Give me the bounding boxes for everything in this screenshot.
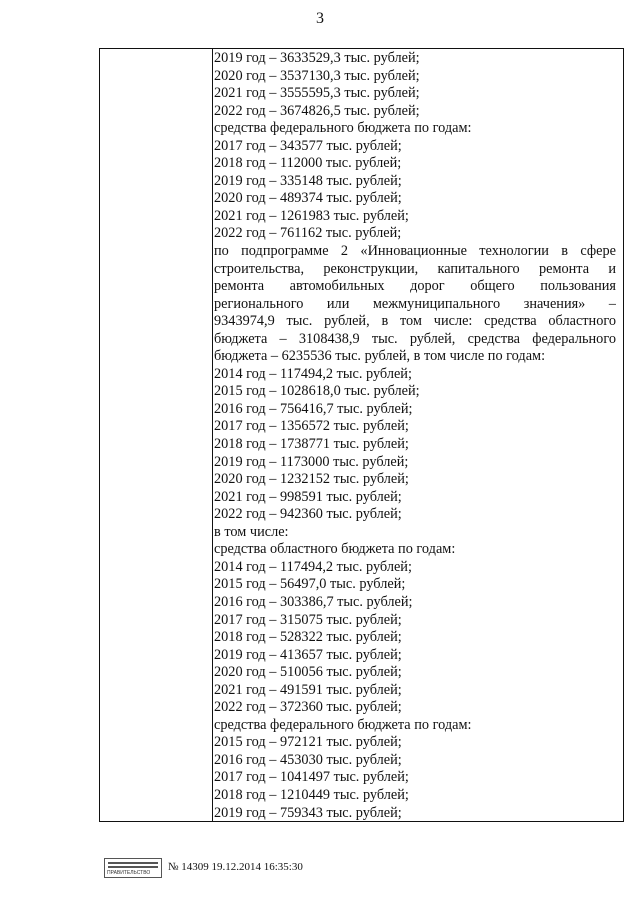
text-line: 2018 год – 1210449 тыс. рублей;: [214, 786, 409, 803]
text-line: 2017 год – 315075 тыс. рублей;: [214, 611, 402, 628]
text-line: 2019 год – 759343 тыс. рублей;: [214, 804, 402, 821]
text-line: 2022 год – 761162 тыс. рублей;: [214, 225, 402, 242]
text-line: средства федерального бюджета по годам:: [214, 120, 472, 137]
text-line: 2020 год – 3537130,3 тыс. рублей;: [214, 67, 420, 84]
text-line: 2021 год – 1261983 тыс. рублей;: [214, 207, 409, 224]
text-line: 2015 год – 56497,0 тыс. рублей;: [214, 576, 406, 593]
text-line: 2022 год – 942360 тыс. рублей;: [214, 506, 402, 523]
empty-left-cell: [100, 49, 213, 821]
text-line: 2017 год – 343577 тыс. рублей;: [214, 137, 402, 154]
text-line: 2022 год – 3674826,5 тыс. рублей;: [214, 102, 420, 119]
text-line: 2015 год – 972121 тыс. рублей;: [214, 734, 402, 751]
text-line: 2019 год – 3633529,3 тыс. рублей;: [214, 50, 420, 66]
text-line: 9343974,9 тыс. рублей, в том числе: средства областного: [214, 313, 616, 330]
registration-number: № 14309 19.12.2014 16:35:30: [168, 861, 303, 873]
text-line: 2018 год – 112000 тыс. рублей;: [214, 155, 402, 172]
text-line: 2015 год – 1028618,0 тыс. рублей;: [214, 383, 420, 400]
text-line: 2014 год – 117494,2 тыс. рублей;: [214, 365, 412, 382]
text-line: 2021 год – 3555595,3 тыс. рублей;: [214, 85, 420, 102]
text-line: 2019 год – 1173000 тыс. рублей;: [214, 453, 409, 470]
text-line: средства федерального бюджета по годам:: [214, 716, 472, 733]
text-line: ремонта автомобильных дорог общего пользования: [214, 278, 616, 295]
text-line: 2016 год – 756416,7 тыс. рублей;: [214, 400, 413, 417]
text-line: 2022 год – 372360 тыс. рублей;: [214, 699, 402, 716]
text-line: бюджета – 6235536 тыс. рублей, в том числе по годам:: [214, 348, 546, 365]
text-line: 2018 год – 1738771 тыс. рублей;: [214, 436, 409, 453]
page-number: 3: [316, 10, 324, 27]
content-table: [99, 48, 624, 822]
text-line: 2016 год – 453030 тыс. рублей;: [214, 751, 402, 768]
text-line: строительства, реконструкции, капитального ремонта и: [214, 260, 616, 277]
text-line: по подпрограмме 2 «Инновационные технологии в сфере: [214, 243, 616, 260]
text-line: 2017 год – 1041497 тыс. рублей;: [214, 769, 409, 786]
text-line: в том числе:: [214, 523, 289, 540]
text-line: 2014 год – 117494,2 тыс. рублей;: [214, 558, 412, 575]
registration-stamp: [104, 858, 162, 878]
text-line: бюджета – 3108438,9 тыс. рублей, средства федерального: [214, 330, 616, 347]
text-cell: [214, 50, 616, 822]
text-line: 2019 год – 413657 тыс. рублей;: [214, 646, 402, 663]
text-line: 2018 год – 528322 тыс. рублей;: [214, 629, 402, 646]
document-footer: [104, 858, 524, 880]
text-line: 2017 год – 1356572 тыс. рублей;: [214, 418, 409, 435]
text-line: 2021 год – 491591 тыс. рублей;: [214, 681, 402, 698]
text-line: 2016 год – 303386,7 тыс. рублей;: [214, 593, 413, 610]
text-line: регионального или межмуниципального значения» –: [214, 295, 616, 312]
text-line: 2019 год – 335148 тыс. рублей;: [214, 172, 402, 189]
text-line: средства областного бюджета по годам:: [214, 541, 456, 558]
stamp-text: ПРАВИТЕЛЬСТВО: [107, 870, 151, 876]
text-line: 2020 год – 489374 тыс. рублей;: [214, 190, 402, 207]
text-line: 2021 год – 998591 тыс. рублей;: [214, 488, 402, 505]
text-line: 2020 год – 510056 тыс. рублей;: [214, 664, 402, 681]
text-line: 2020 год – 1232152 тыс. рублей;: [214, 471, 409, 488]
